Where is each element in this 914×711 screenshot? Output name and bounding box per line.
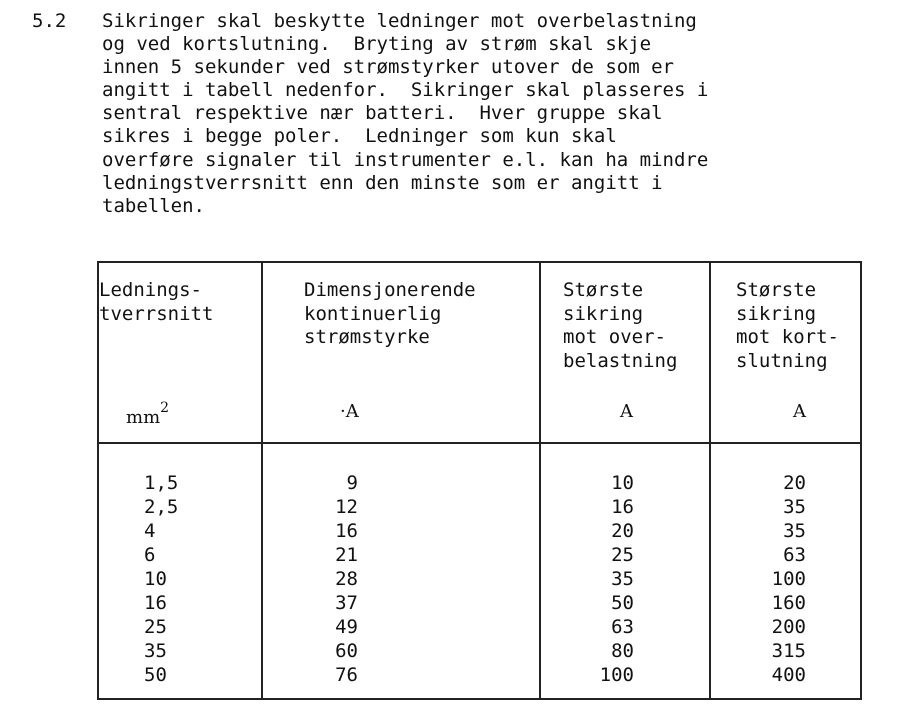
header-cross-section (99, 279, 213, 326)
paragraph-line: sentral respektive nær batteri. Hver gruppe skal (102, 102, 663, 125)
header-line: tverrsnitt (99, 302, 214, 325)
header-line: Største (736, 279, 817, 301)
table-cell: 4 (144, 520, 156, 542)
paragraph-line: sikres i begge poler. Ledninger som kun skal (102, 125, 617, 148)
table-cell: 315 (771, 640, 806, 662)
table-cell: 35 (783, 520, 806, 542)
header-line: Lednings- (99, 279, 202, 301)
column-cross-section (144, 471, 178, 687)
unit-ampere: A (793, 401, 806, 422)
table-cell: 63 (783, 544, 806, 566)
table-cell: 21 (335, 544, 358, 566)
table-cell: 160 (771, 592, 806, 614)
table-cell: 80 (611, 640, 634, 662)
column-divider (709, 261, 711, 698)
header-line: Dimensjonerende (304, 279, 476, 301)
paragraph-line: tabellen. (102, 194, 205, 217)
table-cell: 28 (335, 568, 358, 590)
paragraph-line: innen 5 sekunder ved strømstyrker utover de som er (102, 56, 674, 79)
header-line: sikring (736, 302, 817, 325)
table-cell: 60 (335, 640, 358, 662)
header-rated-current (304, 279, 476, 350)
header-line: sikring (563, 302, 644, 325)
table-cell: 37 (335, 592, 358, 614)
header-line: kontinuerlig (304, 302, 442, 325)
table-cell: 100 (599, 664, 634, 686)
column-divider (539, 261, 541, 698)
table-cell: 16 (144, 592, 167, 614)
table-cell: 10 (144, 568, 167, 590)
table-cell: 25 (144, 616, 167, 638)
unit-text: mm (126, 407, 161, 428)
header-line: slutning (736, 349, 828, 372)
column-shortcircuit-fuse (759, 471, 806, 687)
table-cell: 25 (611, 544, 634, 566)
table-cell: 1,5 (144, 472, 179, 494)
section-paragraph (102, 10, 708, 218)
header-shortcircuit-fuse (736, 279, 839, 373)
table-cell: 16 (335, 520, 358, 542)
table-cell: 35 (144, 640, 167, 662)
unit-ampere: ·A (340, 401, 359, 422)
paragraph-line: ledningstverrsnitt enn den minste som er angitt i (102, 171, 663, 194)
paragraph-line: og ved kortslutning. Bryting av strøm skal skje (102, 33, 652, 56)
table-cell: 50 (611, 592, 634, 614)
fuse-table (97, 261, 860, 698)
table-cell: 35 (611, 568, 634, 590)
column-overload-fuse (587, 471, 634, 687)
table-cell: 400 (771, 664, 806, 686)
table-cell: 100 (771, 568, 806, 590)
table-cell: 49 (335, 616, 358, 638)
header-line: mot over- (563, 326, 666, 348)
table-cell: 2,5 (144, 496, 179, 518)
table-cell: 20 (611, 520, 634, 542)
table-cell: 35 (783, 496, 806, 518)
section-number: 5.2 (32, 10, 67, 32)
table-cell: 10 (611, 472, 634, 494)
table-cell: 63 (611, 616, 634, 638)
table-cell: 200 (771, 616, 806, 638)
table-cell: 16 (611, 496, 634, 518)
column-rated-current (325, 471, 358, 687)
table-cell: 12 (335, 496, 358, 518)
header-line: mot kort- (736, 326, 839, 348)
unit-superscript: 2 (160, 400, 170, 416)
header-line: belastning (563, 349, 678, 372)
paragraph-line: angitt i tabell nedenfor. Sikringer skal plasseres i (102, 79, 709, 102)
header-divider (97, 442, 860, 444)
table-cell: 6 (144, 544, 156, 566)
paragraph-line: Sikringer skal beskytte ledninger mot overbelastning (102, 10, 697, 32)
table-cell: 50 (144, 664, 167, 686)
table-cell: 20 (783, 472, 806, 494)
column-divider (261, 261, 263, 698)
paragraph-line: overføre signaler til instrumenter e.l. kan ha mindre (102, 148, 709, 171)
header-overload-fuse (563, 279, 677, 373)
header-line: Største (563, 279, 644, 301)
unit-ampere: A (620, 401, 633, 422)
table-cell: 9 (346, 472, 358, 494)
unit-mm2 (126, 402, 169, 428)
table-cell: 76 (335, 664, 358, 686)
header-line: strømstyrke (304, 326, 430, 348)
